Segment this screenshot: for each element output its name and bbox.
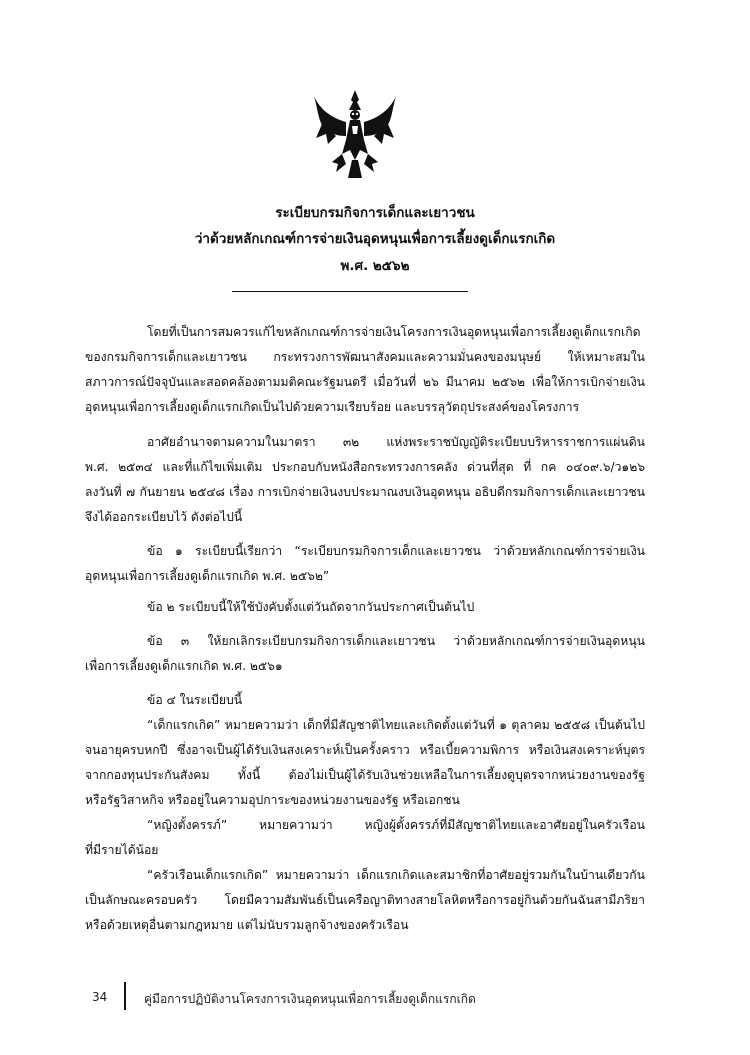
clause-3 [85,629,645,679]
definition-line: หรือด้วยเหตุอื่นตามกฎหมาย แต่ไม่นับรวมลูกจ้างของครัวเรือน [85,918,409,932]
authority-line: พ.ศ. ๒๕๓๔ และที่แก้ไขเพิ่มเติม ประกอบกับหนังสือกระทรวงการคลัง ด่วนที่สุด ที่ กค ๐๔๐๙.๖/ว๑๒๖ [85,460,645,474]
definition-line: จากกองทุนประกันสังคม ทั้งนี้ ต้องไม่เป็นผู้ได้รับเงินช่วยเหลือในการเลี้ยงดูบุตรจากหน่วยงานของรัฐ [85,768,645,782]
definition-line: เป็นลักษณะครอบครัว โดยมีความสัมพันธ์เป็นเครือญาติทางสายโลหิตหรือการอยู่กินด้วยกันฉันสามีภริยา [85,893,645,907]
definition-line: “เด็กแรกเกิด” หมายความว่า เด็กที่มีสัญชาติไทยและเกิดตั้งแต่วันที่ ๑ ตุลาคม ๒๕๕๘ เป็นต้นไป [147,718,645,732]
clause-1-line: อุดหนุนเพื่อการเลี้ยงดูเด็กแรกเกิด พ.ศ. ๒๕๖๒” [85,569,330,583]
clause-3-line: ข้อ ๓ ให้ยกเลิกระเบียบกรมกิจการเด็กและเยาวชน ว่าด้วยหลักเกณฑ์การจ่ายเงินอุดหนุน [147,634,645,648]
authority-line: จึงได้ออกระเบียบไว้ ดังต่อไปนี้ [85,510,243,524]
definition-line: “หญิงตั้งครรภ์” หมายความว่า หญิงผู้ตั้งครรภ์ที่มีสัญชาติไทยและอาศัยอยู่ในครัวเรือน [147,818,645,832]
document-title: ระเบียบกรมกิจการเด็กและเยาวชน [275,205,475,221]
definition-line: จนอายุครบหกปี ซึ่งอาจเป็นผู้ได้รับเงินสงเคราะห์เป็นครั้งคราว หรือเบี้ยความพิการ หรือเงินสงเคราะห์บุตร [85,743,645,757]
footer-document-title: คู่มือการปฏิบัติงานโครงการเงินอุดหนุนเพื่อการเลี้ยงดูเด็กแรกเกิด [144,992,476,1006]
clause-4 [85,688,645,938]
title-divider [232,291,468,292]
document-year: พ.ศ. ๒๕๖๒ [340,258,410,274]
definition-line: ที่มีรายได้น้อย [85,843,159,857]
clause-2 [85,595,645,620]
page-number: 34 [92,990,108,1004]
garuda-emblem-icon [312,88,398,180]
clause-2-line: ข้อ ๒ ระเบียบนี้ให้ใช้บังคับตั้งแต่วันถัดจากวันประกาศเป็นต้นไป [147,600,475,614]
clause-1-line: ข้อ ๑ ระเบียบนี้เรียกว่า “ระเบียบกรมกิจการเด็กและเยาวชน ว่าด้วยหลักเกณฑ์การจ่ายเงิน [147,544,645,558]
paragraph-preamble [85,320,645,420]
authority-line: อาศัยอำนาจตามความในมาตรา ๓๒ แห่งพระราชบัญญัติระเบียบบริหารราชการแผ่นดิน [147,435,645,449]
clause-3-line: เพื่อการเลี้ยงดูเด็กแรกเกิด พ.ศ. ๒๕๖๑ [85,659,283,673]
clause-4-heading: ข้อ ๔ ในระเบียบนี้ [147,693,243,707]
footer-divider [124,982,126,1010]
preamble-line: อุดหนุนเพื่อการเลี้ยงดูเด็กแรกเกิดเป็นไปด้วยความเรียบร้อย และบรรลุวัตถุประสงค์ของโครงการ [85,400,580,414]
authority-line: ลงวันที่ ๗ กันยายน ๒๕๔๘ เรื่อง การเบิกจ่ายเงินงบประมาณงบเงินอุดหนุน อธิบดีกรมกิจการเด็กและเยาวชน [85,485,645,499]
preamble-line: โดยที่เป็นการสมควรแก้ไขหลักเกณฑ์การจ่ายเงินโครงการเงินอุดหนุนเพื่อการเลี้ยงดูเด็กแรกเกิด [147,325,641,339]
definition-line: “ครัวเรือนเด็กแรกเกิด” หมายความว่า เด็กแรกเกิดและสมาชิกที่อาศัยอยู่รวมกันในบ้านเดียวกัน [147,868,645,882]
definition-line: หรือรัฐวิสาหกิจ หรืออยู่ในความอุปการะของหน่วยงานของรัฐ หรือเอกชน [85,793,460,807]
preamble-line: สภาวการณ์ปัจจุบันและสอดคล้องตามมติคณะรัฐมนตรี เมื่อวันที่ ๒๖ มีนาคม ๒๕๖๒ เพื่อให้การเบิกจ่ายเงิน [85,375,645,389]
paragraph-authority [85,430,645,530]
document-subtitle: ว่าด้วยหลักเกณฑ์การจ่ายเงินอุดหนุนเพื่อการเลี้ยงดูเด็กแรกเกิด [194,231,556,247]
clause-1 [85,539,645,589]
preamble-line: ของกรมกิจการเด็กและเยาวชน กระทรวงการพัฒนาสังคมและความมั่นคงของมนุษย์ ให้เหมาะสมใน [85,350,645,364]
